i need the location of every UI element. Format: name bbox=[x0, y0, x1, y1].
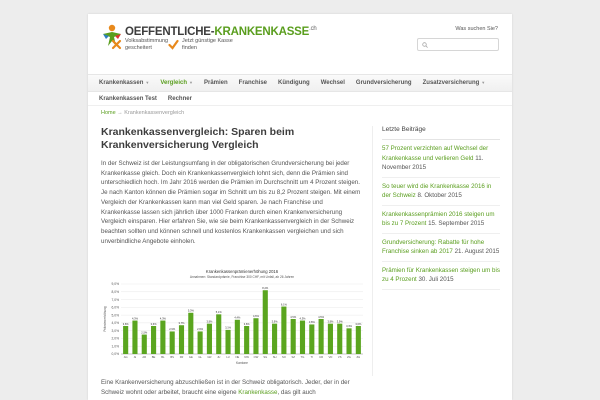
chart-x-tick-label: AG bbox=[123, 356, 128, 359]
premium-increase-chart bbox=[101, 268, 369, 368]
chart-bar bbox=[319, 319, 324, 354]
chart-data-label: 3,6% bbox=[150, 322, 157, 326]
nav-item-kündigung[interactable] bbox=[278, 80, 310, 86]
chart-data-label: 8,2% bbox=[262, 287, 269, 291]
chart-bar bbox=[179, 325, 184, 354]
chart-y-tick-label: 8,0% bbox=[111, 289, 119, 294]
chart-x-tick-label: JU bbox=[217, 356, 221, 359]
chart-x-tick-label: BL bbox=[161, 356, 165, 359]
chart-data-label: 6,1% bbox=[280, 303, 287, 307]
nav-item-wechsel[interactable] bbox=[321, 80, 345, 86]
chart-data-label: 4,4% bbox=[234, 316, 241, 320]
page-title: Krankenkassenvergleich: Sparen beim Krankenversicherung Vergleich bbox=[101, 126, 295, 151]
nav-item-label: Kündigung bbox=[278, 80, 310, 86]
chart-data-label: 4,3% bbox=[299, 317, 306, 321]
chart-data-label: 3,9% bbox=[327, 320, 334, 324]
chart-bar bbox=[263, 290, 268, 354]
chart-y-tick-label: 3,0% bbox=[111, 328, 119, 333]
chart-bar bbox=[188, 313, 193, 354]
nav-item-zusatzversicherung[interactable] bbox=[423, 80, 486, 86]
chart-bar bbox=[272, 324, 277, 354]
paragraph-2-text-end: , das gilt auch bbox=[277, 388, 316, 396]
breadcrumb-separator: → bbox=[117, 110, 123, 116]
breadcrumb-home[interactable]: Home bbox=[101, 110, 116, 116]
recent-post-date: 8. Oktober 2015 bbox=[417, 192, 462, 199]
chart-bar bbox=[328, 324, 333, 354]
recent-posts-list bbox=[382, 140, 500, 290]
chart-bar bbox=[225, 330, 230, 354]
site-header bbox=[88, 14, 512, 74]
chart-bar bbox=[235, 320, 240, 354]
chart-x-tick-label: BS bbox=[170, 356, 174, 359]
chart-data-label: 3,3% bbox=[346, 325, 352, 329]
chart-x-tick-label: FR bbox=[179, 356, 184, 359]
chart-bar bbox=[300, 321, 305, 354]
recent-post-item bbox=[382, 140, 500, 178]
sidebar-title: Letzte Beiträge bbox=[382, 126, 500, 140]
recent-post-link[interactable]: Krankenkassenprämien 2016 steigen um bis zu 7 Prozent bbox=[382, 210, 495, 227]
check-icon bbox=[168, 39, 179, 50]
chart-x-tick-label: BE bbox=[151, 356, 156, 359]
chart-x-tick-label: OW bbox=[253, 356, 259, 359]
recent-post-date: 11. November 2015 bbox=[382, 154, 484, 171]
chart-x-tick-label: AI bbox=[133, 356, 137, 359]
chart-data-label: 3,6% bbox=[355, 322, 362, 326]
chart-bar bbox=[132, 321, 137, 354]
search-input[interactable] bbox=[430, 40, 496, 49]
chart-bar bbox=[244, 326, 249, 354]
nav-item-vergleich[interactable] bbox=[160, 80, 193, 86]
chart-x-tick-label: SZ bbox=[291, 356, 295, 359]
chart-bar bbox=[356, 326, 361, 354]
badge-text: Volksabstimmung gescheitert bbox=[125, 38, 169, 51]
chart-x-tick-label: GL bbox=[198, 356, 202, 359]
chart-y-tick-label: 6,0% bbox=[111, 305, 119, 310]
recent-post-link[interactable]: Grundversicherung: Rabatte für hohe Franchise sinken ab 2017 bbox=[382, 238, 485, 255]
chart-x-tick-label: SO bbox=[281, 356, 286, 359]
recent-post-item bbox=[382, 234, 500, 262]
nav-item-prämien[interactable] bbox=[204, 80, 228, 86]
chart-x-tick-label: SH bbox=[272, 356, 277, 359]
chart-x-tick-label: NW bbox=[244, 356, 249, 359]
chart-y-tick-label: 9,0% bbox=[111, 282, 119, 287]
chart-data-label: 3,6% bbox=[243, 322, 250, 326]
chart-data-label: 5,3% bbox=[187, 309, 194, 313]
chart-x-tick-label: GE bbox=[188, 356, 193, 359]
chevron-down-icon: ▼ bbox=[481, 80, 486, 85]
chart-data-label: 3,9% bbox=[271, 320, 278, 324]
chart-y-tick-label: 7,0% bbox=[111, 297, 119, 302]
chart-data-label: 3,8% bbox=[308, 321, 315, 325]
chart-data-label: 5,1% bbox=[215, 311, 222, 315]
nav-item-label: Krankenkassen bbox=[99, 80, 144, 86]
chart-bar bbox=[123, 326, 128, 354]
logo-text-part1: OEFFENTLICHE- bbox=[125, 26, 215, 38]
nav-item-krankenkassen[interactable] bbox=[99, 80, 149, 86]
chevron-down-icon: ▼ bbox=[145, 80, 150, 85]
breadcrumb bbox=[101, 110, 184, 116]
chart-bar bbox=[346, 328, 351, 354]
chart-x-tick-label: UR bbox=[319, 356, 324, 359]
logo-tld: .ch bbox=[309, 26, 317, 32]
chart-y-tick-label: 1,0% bbox=[111, 344, 119, 349]
chart-bar bbox=[253, 318, 258, 354]
article-paragraph-1: In der Schweiz ist der Leistungsumfang in der obligatorischen Grundversicherung bei jeder Krankenkasse gleich. Doch ein Krankenkassenvergleich lohnt sich, denn die Prämien sind unterschiedlich hoch. Im Jahr 2016 werden die Prämien im Durchschnitt um 4 Prozent steigen. Je nach Kanton können die Prämien sogar im Schnitt um bis zu 8,2 Prozent steigen. Mit einem Vergleich der Krankenkassen kann man viel Geld sparen. Je nach Franchise und Krankenkasse lassen sich jährlich über 1000 Franken durch einen Krankenversicherung Vergleich einsparen. Hier erfahren Sie, wie sie beim Krankenkassenvergleich in der Schweiz beachten sollten und können schnell und kostenlos Krankenkassen vergleichen und sich unverbindliche Angebote einholen. bbox=[101, 160, 361, 245]
recent-post-link[interactable]: So teuer wird die Krankenkasse 2016 in der Schweiz bbox=[382, 182, 492, 199]
recent-post-date: 21. August 2015 bbox=[454, 248, 500, 255]
chart-x-tick-label: VD bbox=[328, 356, 333, 359]
krankenkasse-link[interactable]: Krankenkasse bbox=[238, 388, 278, 396]
chart-x-tick-label: ZH bbox=[356, 356, 361, 359]
chart-bar bbox=[281, 307, 286, 354]
recent-post-link[interactable]: Prämien für Krankenkassen steigen um bis zu 4 Prozent bbox=[382, 266, 500, 283]
chart-bar bbox=[198, 331, 203, 354]
badge-text: Jetzt günstige Kasse finden bbox=[182, 38, 233, 51]
chart-x-tick-label: NE bbox=[235, 356, 240, 359]
chart-data-label: 3,7% bbox=[178, 322, 185, 326]
recent-post-date: 30. Juli 2015 bbox=[418, 276, 454, 283]
chart-x-tick-label: LU bbox=[226, 356, 230, 359]
recent-post-date: 15. September 2015 bbox=[428, 220, 485, 227]
logo-text bbox=[125, 26, 317, 38]
chart-bar bbox=[170, 331, 175, 354]
chart-bar bbox=[291, 319, 296, 354]
chart-bar bbox=[216, 314, 221, 354]
sidebar-divider bbox=[372, 126, 373, 376]
article-paragraph-2 bbox=[101, 378, 361, 397]
nav-item-label: Franchise bbox=[238, 80, 268, 86]
chart-data-label: 3,9% bbox=[206, 320, 213, 324]
logo-text-part2: KRANKENKASSE bbox=[214, 26, 310, 38]
chart-x-tick-label: GR bbox=[207, 356, 212, 359]
chevron-down-icon: ▼ bbox=[189, 80, 193, 85]
page-container bbox=[88, 14, 512, 400]
chart-data-label: 3,1% bbox=[225, 326, 231, 330]
sub-nav bbox=[88, 93, 512, 106]
chart-bar bbox=[160, 321, 165, 354]
chart-x-tick-label: ZG bbox=[347, 356, 351, 359]
chart-data-label: 4,6% bbox=[253, 315, 259, 319]
badge-kasse-finden[interactable] bbox=[168, 38, 234, 51]
main-nav bbox=[88, 74, 512, 92]
recent-post-link[interactable]: 57 Prozent verzichten auf Wechsel der Krankenkasse und verlieren Geld bbox=[382, 145, 489, 162]
chart-y-tick-label: 0,0% bbox=[111, 352, 119, 357]
nav-item-label: Prämien bbox=[203, 80, 228, 86]
breadcrumb-current: Krankenkassenvergleich bbox=[124, 110, 185, 116]
chart-bar bbox=[142, 335, 147, 354]
search-box[interactable] bbox=[417, 38, 499, 51]
nav-item-label: Grundversicherung bbox=[355, 80, 412, 86]
chart-data-label: 4,5% bbox=[290, 315, 297, 319]
chart-data-label: 4,3% bbox=[159, 317, 166, 321]
nav-item-label: Vergleich bbox=[160, 80, 188, 86]
chart-data-label: 3,9% bbox=[336, 320, 343, 324]
chart-y-tick-label: 2,0% bbox=[111, 336, 119, 341]
chart-data-label: 2,9% bbox=[197, 328, 204, 332]
nav-item-krankenkassen-test[interactable]: Krankenkassen Test bbox=[99, 96, 157, 102]
chart-title: Krankenkassenprämienerhöhung 2016 bbox=[205, 269, 279, 274]
chart-x-axis-label: Kantone bbox=[236, 361, 248, 365]
chart-bar bbox=[337, 324, 342, 354]
chart-y-axis-label: Prämienerhöhung bbox=[103, 306, 107, 332]
recent-post-item bbox=[382, 178, 500, 206]
chart-data-label: 3,6% bbox=[122, 322, 129, 326]
chart-y-tick-label: 5,0% bbox=[111, 313, 119, 318]
chart-data-label: 2,5% bbox=[141, 331, 148, 335]
chart-x-tick-label: AR bbox=[142, 356, 147, 359]
nav-item-label: Wechsel bbox=[320, 80, 345, 86]
recent-post-item bbox=[382, 262, 500, 290]
search-label: Was suchen Sie? bbox=[455, 26, 498, 32]
nav-item-rechner[interactable]: Rechner bbox=[167, 96, 192, 102]
chart-bar bbox=[309, 324, 314, 354]
chart-x-tick-label: TG bbox=[300, 356, 305, 359]
recent-post-item bbox=[382, 206, 500, 234]
chart-subtitle: Annahmen: Standardprämie, Franchise 300 CHF, mit Unfall, ab 26 Jahren bbox=[189, 275, 295, 279]
chart-bar bbox=[207, 324, 212, 354]
chart-x-tick-label: VS bbox=[337, 356, 342, 359]
chart-data-label: 4,3% bbox=[132, 317, 138, 321]
chart-bar bbox=[151, 326, 156, 354]
nav-item-grundversicherung[interactable] bbox=[356, 80, 412, 86]
chart-data-label: 4,5% bbox=[318, 315, 325, 319]
search-icon bbox=[422, 42, 428, 48]
x-icon bbox=[111, 39, 122, 50]
chart-x-tick-label: SG bbox=[263, 356, 268, 359]
sidebar bbox=[382, 126, 500, 290]
chart-x-tick-label: TI bbox=[310, 356, 314, 359]
paragraph-2-text: Eine Krankenversicherung abzuschließen ist in der Schweiz obligatorisch. Jeder, der in der Schweiz wohnt oder arbeitet, braucht eine eigene bbox=[101, 379, 350, 396]
nav-item-label: Zusatzversicherung bbox=[422, 80, 480, 86]
nav-item-franchise[interactable] bbox=[239, 80, 267, 86]
chart-y-tick-label: 4,0% bbox=[111, 321, 119, 326]
chart-data-label: 2,9% bbox=[169, 328, 176, 332]
